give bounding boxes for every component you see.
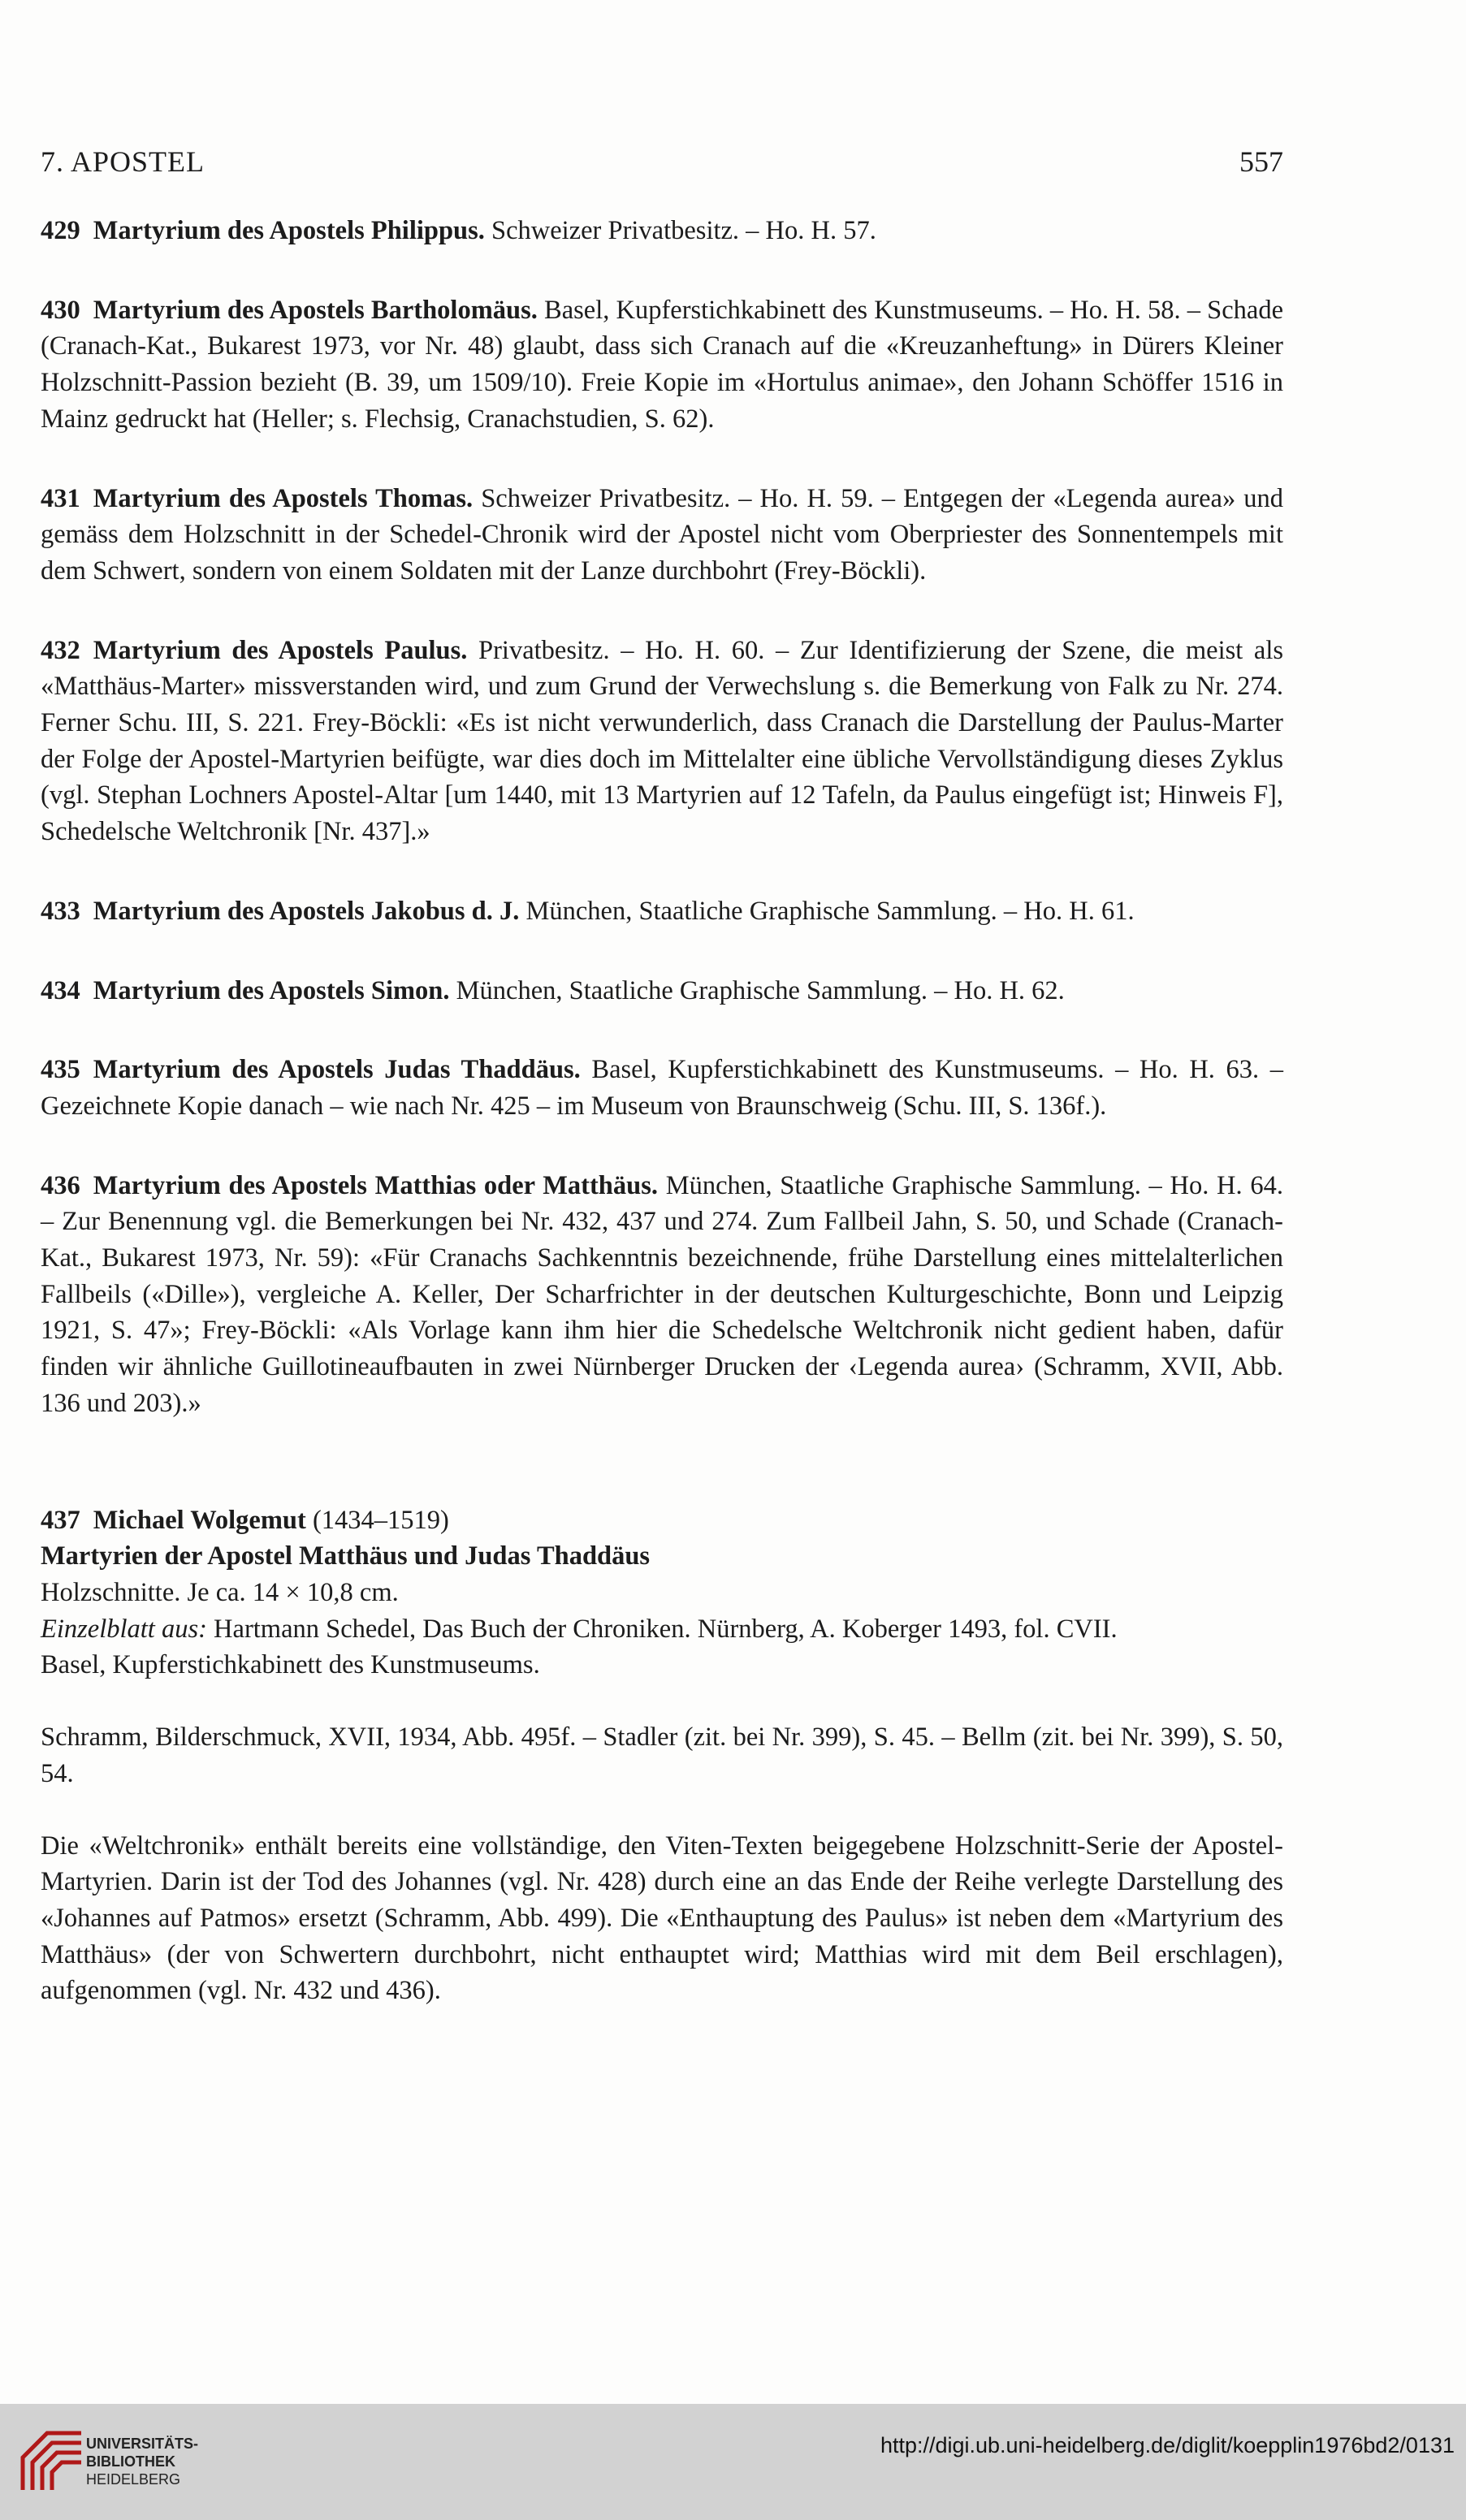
literature-block <box>41 1719 1283 1792</box>
entry-text: Privatbesitz. – Ho. H. 60. – Zur Identifizierung der Szene, die meist als «Matthäus-Marter» missverstanden wird, und zum Grund der Verwechslung s. die Bemerkung von Falk zu Nr. 274. Ferner Schu. III, S. 221. Frey-Böckli: «Es ist nicht verwunderlich, dass Cranach die Darstellung der Paulus-Marter der Folge der Apostel-Martyrien beifügte, war dies doch im Mittelalter eine übliche Vervollständigung dieses Zyklus (vgl. Stephan Lochners Apostel-Altar [um 1440, mit 13 Martyrien auf 12 Tafeln, da Paulus eingefügt ist; Hinweis F], Schedelsche Weltchronik [Nr. 437].» <box>41 635 1283 847</box>
entry-text: Basel, Kupferstichkabinett des Kunstmuseums. – Ho. H. 63. – Gezeichnete Kopie danach – wie nach Nr. 425 – im Museum von Braunschweig (Schu. III, S. 136f.). <box>41 1055 1283 1121</box>
entry-text: München, Staatliche Graphische Sammlung. – Ho. H. 61. <box>519 896 1135 926</box>
source <box>41 1611 1283 1648</box>
entry-title: Martyrium des Apostels Matthias oder Matthäus. <box>93 1170 658 1200</box>
digitization-footer <box>0 2404 1466 2520</box>
entry-title: Martyrium des Apostels Jakobus d. J. <box>93 896 520 926</box>
running-header <box>41 145 1283 185</box>
entry-number: 437 <box>41 1505 80 1535</box>
entry-number: 434 <box>41 975 80 1005</box>
entry-text: Basel, Kupferstichkabinett des Kunstmuseums. – Ho. H. 58. – Schade (Cranach-Kat., Bukarest 1973, vor Nr. 48) glaubt, dass sich Cranach auf die «Kreuzanheftung» in Dürers Kleiner Holzschnitt-Passion bezieht (B. 39, um 1509/10). Freie Kopie im «Hortulus animae», den Johann Schöffer 1516 in Mainz gedruckt hat (Heller; s. Flechsig, Cranachstudien, S. 62). <box>41 295 1284 434</box>
chapter-title: 7. APOSTEL <box>41 145 205 178</box>
page-number: 557 <box>1239 145 1283 178</box>
library-line-3: HEIDELBERG <box>86 2471 181 2488</box>
catalogue-entry-432 <box>41 633 1283 850</box>
catalogue-entry-435 <box>41 1052 1283 1124</box>
artist-dates: (1434–1519) <box>305 1505 449 1535</box>
source-label: Einzelblatt aus: <box>41 1614 207 1644</box>
commentary-block <box>41 1828 1283 2010</box>
entry-number: 429 <box>41 216 80 245</box>
work-title <box>41 1538 1283 1575</box>
catalogue-entry-431 <box>41 481 1283 590</box>
catalogue-entry-437 <box>41 1502 1283 1684</box>
entry-number: 435 <box>41 1055 80 1085</box>
location: Basel, Kupferstichkabinett des Kunstmuseums. <box>41 1650 540 1680</box>
entry-number: 432 <box>41 635 80 665</box>
commentary: Die «Weltchronik» enthält bereits eine vollständige, den Viten-Texten beigegebene Holzschnitt-Serie der Apostel-Martyrien. Darin ist der Tod des Johannes (vgl. Nr. 428) durch eine an das Ende der Reihe verlegte Darstellung des «Johannes auf Patmos» ersetzt (Schramm, Abb. 499). Die «Enthauptung des Paulus» ist neben dem «Martyrium des Matthäus» (der von Schwertern durchbohrt, nicht enthauptet wird; Matthias wird mit dem Beil erschlagen), aufgenommen (vgl. Nr. 432 und 436). <box>41 1831 1283 2006</box>
catalogue-entry-429 <box>41 213 1283 249</box>
entry-number: 436 <box>41 1170 80 1200</box>
entry-title: Martyrium des Apostels Simon. <box>93 975 450 1005</box>
entry-number: 430 <box>41 295 80 325</box>
entry-text: Schweizer Privatbesitz. – Ho. H. 59. – Entgegen der «Legenda aurea» und gemäss dem Holzschnitt in der Schedel-Chronik wird der Apostel nicht vom Oberpriester des Sonnentempels mit dem Schwert, sondern von einem Soldaten mit der Lanze durchbohrt (Frey-Böckli). <box>41 483 1283 586</box>
entry-title: Martyrium des Apostels Judas Thaddäus. <box>93 1055 581 1085</box>
entry-title: Martyrium des Apostels Thomas. <box>93 483 474 513</box>
entry-text: Schweizer Privatbesitz. – Ho. H. 57. <box>484 216 876 245</box>
work-title-text: Martyrien der Apostel Matthäus und Judas Thaddäus <box>41 1541 651 1571</box>
section-spacer <box>41 1465 1283 1502</box>
catalogue-entry-434 <box>41 973 1283 1009</box>
entry-text: München, Staatliche Graphische Sammlung. – Ho. H. 64. – Zur Benennung vgl. die Bemerkungen bei Nr. 432, 437 und 274. Zum Fallbeil Jahn, S. 50, und Schade (Cranach-Kat., Bukarest 1973, Nr. 59): «Für Cranachs Sachkenntnis bezeichnende, frühe Darstellung eines mittelalterlichen Fallbeils («Dille»), vergleiche A. Keller, Der Scharfrichter in der deutschen Kulturgeschichte, Bonn und Leipzig 1921, S. 47»; Frey-Böckli: «Als Vorlage kann ihm hier die Schedelsche Weltchronik nicht gedient haben, dafür finden wir ähnliche Guillotineaufbauten in zwei Nürnberger Drucken der ‹Legenda aurea› (Schramm, XVII, Abb. 136 und 203).» <box>41 1170 1283 1418</box>
entry-number: 433 <box>41 896 80 926</box>
catalogue-body <box>41 213 1283 2045</box>
entry-title: Martyrium des Apostels Philippus. <box>93 216 485 245</box>
technique: Holzschnitte. Je ca. 14 × 10,8 cm. <box>41 1577 399 1607</box>
artist-line <box>41 1502 1283 1539</box>
library-line-2: BIBLIOTHEK <box>86 2453 175 2470</box>
entry-number: 431 <box>41 483 80 513</box>
artist-name: Michael Wolgemut <box>93 1505 306 1535</box>
catalogue-entry-433 <box>41 893 1283 930</box>
ub-heidelberg-logo-icon <box>11 2422 93 2503</box>
permalink-url[interactable]: http://digi.ub.uni-heidelberg.de/diglit/koepplin1976bd2/0131 <box>880 2433 1455 2457</box>
catalogue-entry-430 <box>41 292 1283 438</box>
library-line-1: UNIVERSITÄTS- <box>86 2436 199 2452</box>
library-name <box>86 2435 198 2488</box>
entry-title: Martyrium des Apostels Bartholomäus. <box>93 295 538 325</box>
entry-title: Martyrium des Apostels Paulus. <box>93 635 468 665</box>
entry-text: München, Staatliche Graphische Sammlung. – Ho. H. 62. <box>449 975 1065 1005</box>
source-text: Hartmann Schedel, Das Buch der Chroniken. Nürnberg, A. Koberger 1493, fol. CVII. <box>206 1614 1118 1644</box>
literature: Schramm, Bilderschmuck, XVII, 1934, Abb. 495f. – Stadler (zit. bei Nr. 399), S. 45. – Bellm (zit. bei Nr. 399), S. 50, 54. <box>41 1723 1283 1788</box>
catalogue-entry-436 <box>41 1168 1283 1422</box>
